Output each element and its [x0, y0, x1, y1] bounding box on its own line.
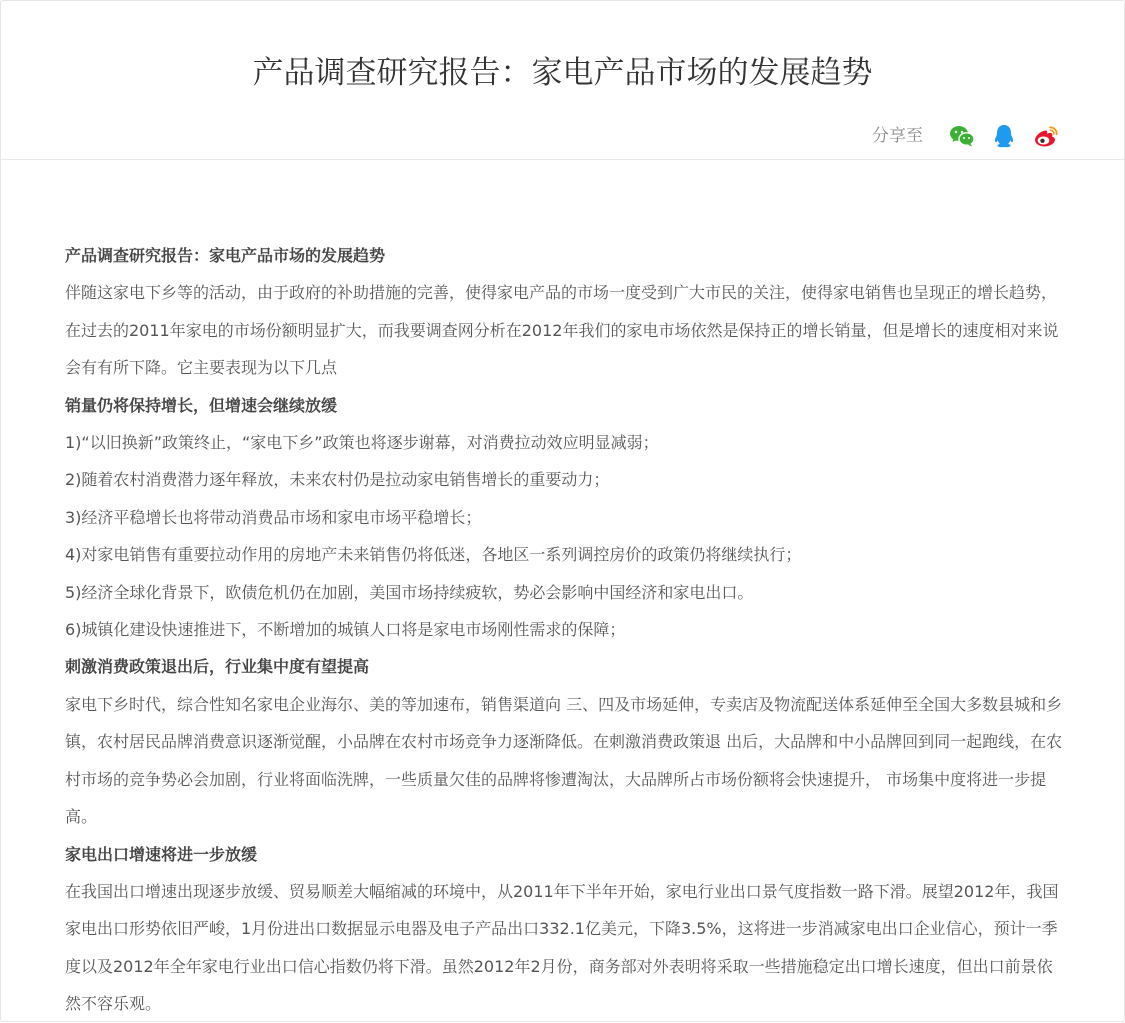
article-paragraph: 家电下乡时代，综合性知名家电企业海尔、美的等加速布，销售渠道向 三、四及市场延伸，专卖店及物流配送体系延伸至全国大多数县城和乡镇，农村居民品牌消费意识逐渐觉醒，小品牌在农村市场竞争力逐渐降低。在刺激消费政策退 出后，大品牌和中小品牌回到同一起跑线，在农村市场的竞争势必会加剧，行业将面临洗牌，一些质量欠佳的品牌将惨遭淘汰，大品牌所占市场份额将会快速提升， 市场集中度将进一步提高。 [65, 694, 1063, 827]
article-paragraph: 在我国出口增速出现逐步放缓、贸易顺差大幅缩减的环境中，从2011年下半年开始，家电行业出口景气度指数一路下滑。展望2012年，我国家电出口形势依旧严峻，1月份进出口数据显示电器及电子产品出口332.1亿美元，下降3.5%，这将进一步消减家电出口企业信心，预计一季度以及2012年全年家电行业出口信心指数仍将下滑。虽然2012年2月份，商务部对外表明将采取一些措施稳定出口增长速度，但出口前景依然不容乐观。 [65, 881, 1059, 1014]
article-body [65, 237, 1063, 1023]
share-bar [872, 121, 1061, 151]
share-label: 分享至 [872, 126, 923, 146]
qq-icon[interactable] [989, 121, 1019, 151]
page-title: 产品调查研究报告：家电产品市场的发展趋势 [252, 55, 873, 91]
article-heading: 产品调查研究报告：家电产品市场的发展趋势 [65, 246, 386, 265]
list-item: 6)城镇化建设快速推进下，不断增加的城镇人口将是家电市场刚性需求的保障； [65, 620, 626, 640]
list-item: 3)经济平稳增长也将带动消费品市场和家电市场平稳增长； [65, 507, 482, 527]
list-item: 4)对家电销售有重要拉动作用的房地产未来销售仍将低迷，各地区一系列调控房价的政策仍将继续执行； [65, 545, 802, 565]
wechat-icon[interactable] [947, 121, 977, 151]
section-heading: 家电出口增速将进一步放缓 [65, 844, 258, 864]
article-header [1, 1, 1124, 160]
list-item: 1)“以旧换新”政策终止，“家电下乡”政策也将逐步谢幕，对消费拉动效应明显减弱； [65, 433, 659, 453]
list-item: 2)随着农村消费潜力逐年释放，未来农村仍是拉动家电销售增长的重要动力； [65, 470, 610, 490]
section-heading: 销量仍将保持增长，但增速会继续放缓 [65, 395, 338, 415]
article-paragraph: 伴随这家电下乡等的活动，由于政府的补助措施的完善，使得家电产品的市场一度受到广大市民的关注，使得家电销售也呈现正的增长趋势，在过去的2011年家电的市场份额明显扩大，而我要调查网分析在2012年我们的家电市场依然是保持正的增长销量，但是增长的速度相对来说会有有所下降。它主要表现为以下几点 [65, 283, 1059, 378]
section-heading: 刺激消费政策退出后，行业集中度有望提高 [65, 657, 370, 677]
list-item: 5)经济全球化背景下，欧债危机仍在加剧，美国市场持续疲软，势必会影响中国经济和家电出口。 [65, 582, 754, 602]
weibo-icon[interactable] [1031, 121, 1061, 151]
